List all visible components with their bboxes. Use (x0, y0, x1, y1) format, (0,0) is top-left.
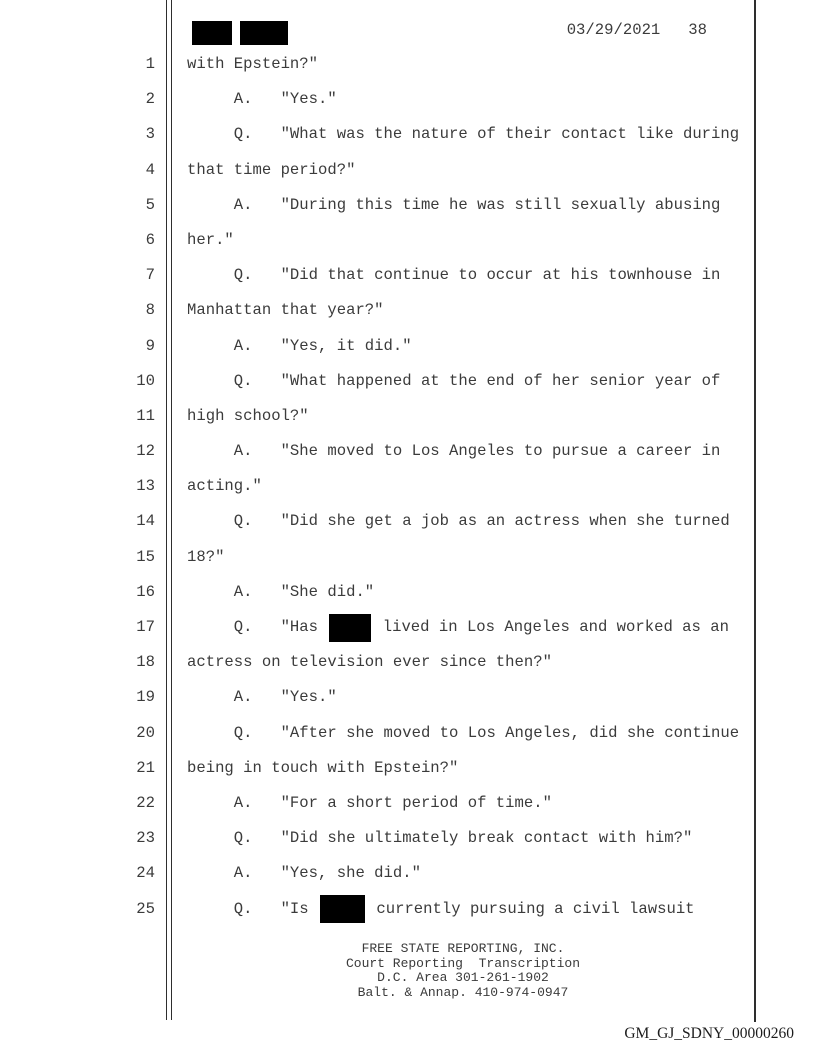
transcript-lines (0, 47, 816, 927)
reporter-footer-line: Balt. & Annap. 410-974-0947 (357, 984, 569, 1000)
reporter-footer-line: FREE STATE REPORTING, INC. (361, 941, 565, 956)
bates-number: GM_GJ_SDNY_00000260 (624, 1025, 794, 1042)
transcript-line (0, 821, 816, 856)
transcript-line (0, 786, 816, 821)
line-number: 8 (145, 301, 155, 320)
transcript-line (0, 856, 816, 891)
line-number: 13 (136, 477, 155, 496)
line-number: 25 (136, 899, 155, 918)
line-number: 3 (145, 125, 155, 144)
line-text: A. "She moved to Los Angeles to pursue a career in (187, 442, 721, 461)
page-header (567, 22, 707, 38)
line-number: 4 (145, 160, 155, 179)
line-number: 22 (136, 793, 155, 812)
line-number: 15 (136, 547, 155, 566)
transcript-line (0, 469, 816, 504)
transcript-line (0, 610, 816, 645)
transcript-line (0, 680, 816, 715)
line-text: Q. "Did that continue to occur at his townhouse in (187, 266, 721, 285)
line-number: 2 (145, 90, 155, 109)
line-text: Q. "What was the nature of their contact like during (187, 125, 740, 144)
line-text: A. "She did." (187, 582, 375, 601)
line-text: Q. "Has lived in Los Angeles and worked as an (187, 610, 729, 645)
line-number: 10 (136, 371, 155, 390)
transcript-line (0, 434, 816, 469)
line-text: 18?" (187, 547, 225, 566)
line-text: her." (187, 230, 234, 249)
transcript-line (0, 364, 816, 399)
line-number: 23 (136, 829, 155, 848)
line-number: 6 (145, 230, 155, 249)
line-number: 20 (136, 723, 155, 742)
transcript-line (0, 188, 816, 223)
line-text: Q. "Did she get a job as an actress when she turned (187, 512, 730, 531)
line-text: A. "Yes, it did." (187, 336, 412, 355)
line-number: 9 (145, 336, 155, 355)
transcript-line (0, 153, 816, 188)
reporter-footer-line: Court Reporting Transcription (345, 955, 581, 971)
redaction-box (320, 895, 365, 923)
transcript-line (0, 293, 816, 328)
transcript-line (0, 540, 816, 575)
line-text: that time period?" (187, 160, 356, 179)
transcript-line (0, 47, 816, 82)
line-text: A. "For a short period of time." (187, 793, 552, 812)
transcript-line (0, 329, 816, 364)
line-text: high school?" (187, 406, 309, 425)
line-number: 17 (136, 618, 155, 636)
reporter-footer (172, 942, 754, 1000)
transcript-line (0, 117, 816, 152)
redaction-box (329, 614, 371, 642)
line-number: 5 (145, 195, 155, 214)
reporter-footer-line: D.C. Area 301-261-1902 (377, 970, 549, 986)
transcript-line (0, 751, 816, 786)
header-page-number: 38 (688, 21, 707, 39)
transcript-line (0, 892, 816, 927)
line-text: Q. "What happened at the end of her senior year of (187, 371, 721, 390)
line-text: A. "During this time he was still sexually abusing (187, 195, 721, 214)
line-number: 21 (136, 758, 155, 777)
line-text: acting." (187, 477, 262, 496)
line-text: Manhattan that year?" (187, 301, 384, 320)
line-text: Q. "Did she ultimately break contact with him?" (187, 829, 693, 848)
line-text: Q. "After she moved to Los Angeles, did she continue (187, 723, 740, 742)
transcript-line (0, 223, 816, 258)
header-date: 03/29/2021 (566, 21, 661, 39)
line-text: A. "Yes, she did." (187, 864, 421, 883)
line-text: with Epstein?" (187, 55, 319, 73)
line-number: 12 (136, 442, 155, 461)
line-text: A. "Yes." (187, 90, 337, 109)
line-number: 11 (136, 406, 155, 425)
line-number: 7 (145, 266, 155, 285)
transcript-line (0, 716, 816, 751)
line-text: A. "Yes." (187, 688, 337, 707)
transcript-line (0, 258, 816, 293)
line-number: 1 (145, 55, 155, 73)
redaction-box (192, 21, 232, 45)
line-number: 16 (136, 582, 155, 601)
line-number: 24 (136, 864, 155, 883)
transcript-line (0, 82, 816, 117)
line-number: 14 (136, 512, 155, 531)
redaction-box (240, 21, 288, 45)
transcript-line (0, 504, 816, 539)
line-text: actress on television ever since then?" (187, 653, 552, 672)
line-number: 19 (136, 688, 155, 707)
line-number: 18 (136, 653, 155, 672)
line-text: being in touch with Epstein?" (187, 758, 459, 777)
transcript-line (0, 399, 816, 434)
line-text: Q. "Is currently pursuing a civil lawsuit (187, 892, 695, 927)
transcript-line (0, 575, 816, 610)
transcript-line (0, 645, 816, 680)
